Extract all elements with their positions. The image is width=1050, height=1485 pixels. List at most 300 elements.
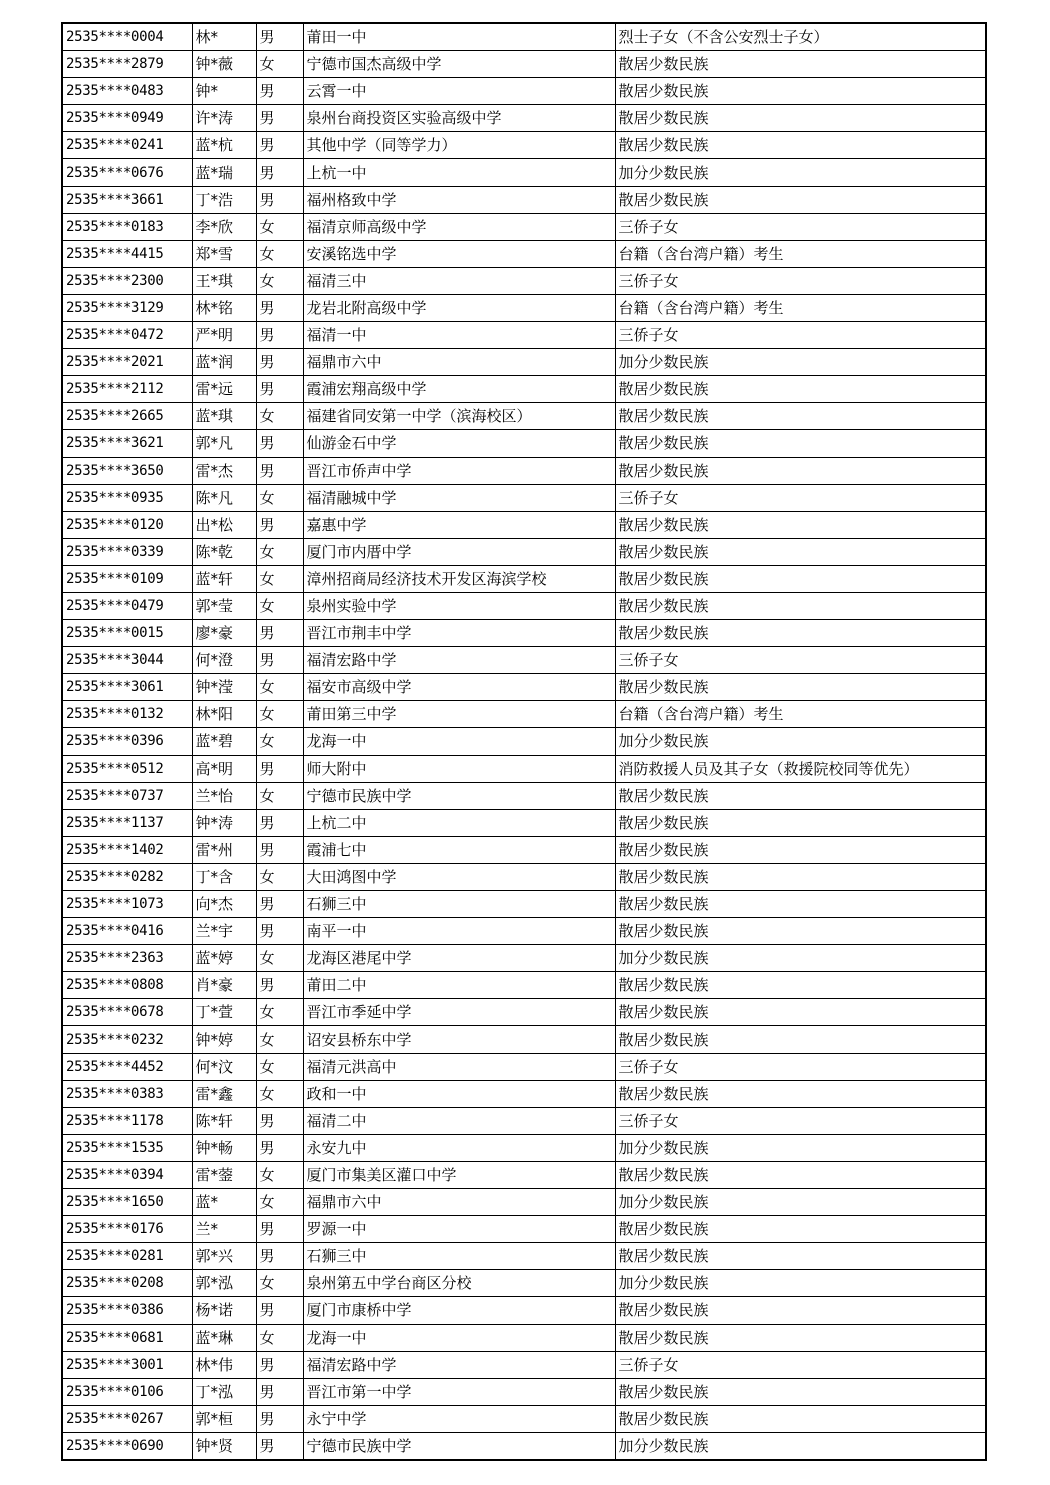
cell-category: 散居少数民族 (615, 1080, 986, 1107)
cell-exam-id: 2535****0120 (62, 511, 192, 538)
cell-category: 烈士子女（不含公安烈士子女） (615, 23, 986, 51)
cell-category: 三侨子女 (615, 1107, 986, 1134)
cell-category: 三侨子女 (615, 647, 986, 674)
cell-category: 散居少数民族 (615, 1378, 986, 1405)
cell-exam-id: 2535****1073 (62, 891, 192, 918)
cell-exam-id: 2535****1535 (62, 1134, 192, 1161)
cell-exam-id: 2535****0483 (62, 78, 192, 105)
cell-exam-id: 2535****0386 (62, 1297, 192, 1324)
cell-category: 三侨子女 (615, 1053, 986, 1080)
table-row (62, 159, 986, 186)
cell-exam-id: 2535****3129 (62, 294, 192, 321)
cell-school: 政和一中 (303, 1080, 615, 1107)
cell-exam-id: 2535****3044 (62, 647, 192, 674)
cell-school: 师大附中 (303, 755, 615, 782)
cell-name: 雷*蓥 (192, 1161, 256, 1188)
table-row (62, 1161, 986, 1188)
cell-name: 钟*贤 (192, 1432, 256, 1460)
table-row (62, 1216, 986, 1243)
table-row (62, 728, 986, 755)
cell-category: 三侨子女 (615, 484, 986, 511)
cell-category: 加分少数民族 (615, 728, 986, 755)
cell-school: 晋江市第一中学 (303, 1378, 615, 1405)
cell-category: 三侨子女 (615, 267, 986, 294)
cell-name: 蓝*瑞 (192, 159, 256, 186)
cell-category: 散居少数民族 (615, 1405, 986, 1432)
cell-category: 散居少数民族 (615, 620, 986, 647)
table-row (62, 349, 986, 376)
cell-category: 散居少数民族 (615, 376, 986, 403)
cell-category: 三侨子女 (615, 213, 986, 240)
cell-name: 蓝*碧 (192, 728, 256, 755)
cell-gender: 男 (256, 1297, 303, 1324)
cell-school: 其他中学（同等学力） (303, 132, 615, 159)
cell-category: 加分少数民族 (615, 349, 986, 376)
cell-category: 台籍（含台湾户籍）考生 (615, 294, 986, 321)
table-row (62, 592, 986, 619)
cell-name: 郭*兴 (192, 1243, 256, 1270)
cell-category: 散居少数民族 (615, 430, 986, 457)
cell-exam-id: 2535****2021 (62, 349, 192, 376)
cell-school: 厦门市内厝中学 (303, 538, 615, 565)
cell-gender: 女 (256, 565, 303, 592)
cell-school: 宁德市民族中学 (303, 782, 615, 809)
cell-gender: 女 (256, 728, 303, 755)
cell-school: 石狮三中 (303, 891, 615, 918)
cell-category: 散居少数民族 (615, 972, 986, 999)
cell-category: 散居少数民族 (615, 999, 986, 1026)
table-row (62, 538, 986, 565)
cell-gender: 男 (256, 322, 303, 349)
cell-gender: 女 (256, 1026, 303, 1053)
cell-name: 向*杰 (192, 891, 256, 918)
cell-name: 郑*雪 (192, 240, 256, 267)
cell-school: 安溪铭选中学 (303, 240, 615, 267)
cell-gender: 男 (256, 349, 303, 376)
cell-category: 台籍（含台湾户籍）考生 (615, 701, 986, 728)
table-row (62, 1351, 986, 1378)
cell-category: 散居少数民族 (615, 809, 986, 836)
table-row (62, 267, 986, 294)
cell-gender: 男 (256, 891, 303, 918)
table-row (62, 51, 986, 78)
cell-gender: 男 (256, 755, 303, 782)
cell-name: 蓝*婷 (192, 945, 256, 972)
cell-gender: 女 (256, 213, 303, 240)
cell-category: 台籍（含台湾户籍）考生 (615, 240, 986, 267)
cell-school: 泉州第五中学台商区分校 (303, 1270, 615, 1297)
cell-name: 何*澄 (192, 647, 256, 674)
cell-gender: 女 (256, 863, 303, 890)
cell-name: 出*松 (192, 511, 256, 538)
cell-exam-id: 2535****3661 (62, 186, 192, 213)
cell-gender: 女 (256, 538, 303, 565)
cell-school: 永安九中 (303, 1134, 615, 1161)
cell-gender: 女 (256, 484, 303, 511)
cell-school: 石狮三中 (303, 1243, 615, 1270)
cell-category: 散居少数民族 (615, 51, 986, 78)
cell-school: 福清一中 (303, 322, 615, 349)
cell-exam-id: 2535****2665 (62, 403, 192, 430)
cell-category: 散居少数民族 (615, 782, 986, 809)
cell-name: 蓝* (192, 1189, 256, 1216)
table-row (62, 1432, 986, 1460)
cell-name: 严*明 (192, 322, 256, 349)
table-row (62, 1107, 986, 1134)
cell-gender: 女 (256, 1324, 303, 1351)
cell-exam-id: 2535****0681 (62, 1324, 192, 1351)
cell-gender: 男 (256, 457, 303, 484)
cell-name: 李*欣 (192, 213, 256, 240)
cell-exam-id: 2535****0132 (62, 701, 192, 728)
cell-school: 上杭二中 (303, 809, 615, 836)
table-row (62, 1378, 986, 1405)
table-row (62, 891, 986, 918)
cell-name: 肖*豪 (192, 972, 256, 999)
cell-exam-id: 2535****0281 (62, 1243, 192, 1270)
cell-school: 仙游金石中学 (303, 430, 615, 457)
cell-exam-id: 2535****0282 (62, 863, 192, 890)
cell-gender: 男 (256, 511, 303, 538)
cell-category: 散居少数民族 (615, 511, 986, 538)
table-row (62, 836, 986, 863)
cell-gender: 男 (256, 105, 303, 132)
cell-category: 散居少数民族 (615, 674, 986, 701)
cell-school: 福清融城中学 (303, 484, 615, 511)
cell-exam-id: 2535****0690 (62, 1432, 192, 1460)
cell-name: 丁*含 (192, 863, 256, 890)
table-row (62, 78, 986, 105)
cell-school: 上杭一中 (303, 159, 615, 186)
cell-school: 罗源一中 (303, 1216, 615, 1243)
candidate-table (61, 22, 987, 1461)
cell-name: 钟*畅 (192, 1134, 256, 1161)
cell-school: 晋江市侨声中学 (303, 457, 615, 484)
cell-category: 三侨子女 (615, 322, 986, 349)
cell-exam-id: 2535****2112 (62, 376, 192, 403)
cell-gender: 男 (256, 1107, 303, 1134)
cell-exam-id: 2535****0176 (62, 1216, 192, 1243)
cell-name: 钟*薇 (192, 51, 256, 78)
cell-exam-id: 2535****1650 (62, 1189, 192, 1216)
cell-gender: 男 (256, 1243, 303, 1270)
cell-gender: 女 (256, 592, 303, 619)
cell-exam-id: 2535****1402 (62, 836, 192, 863)
cell-exam-id: 2535****0472 (62, 322, 192, 349)
cell-school: 漳州招商局经济技术开发区海滨学校 (303, 565, 615, 592)
cell-gender: 女 (256, 1189, 303, 1216)
cell-school: 龙海一中 (303, 1324, 615, 1351)
table-row (62, 1026, 986, 1053)
cell-exam-id: 2535****0383 (62, 1080, 192, 1107)
table-row (62, 674, 986, 701)
cell-name: 兰*宇 (192, 918, 256, 945)
cell-exam-id: 2535****0232 (62, 1026, 192, 1053)
cell-category: 散居少数民族 (615, 1216, 986, 1243)
cell-school: 南平一中 (303, 918, 615, 945)
cell-name: 郭*桓 (192, 1405, 256, 1432)
cell-name: 丁*萱 (192, 999, 256, 1026)
cell-exam-id: 2535****0394 (62, 1161, 192, 1188)
cell-school: 莆田第三中学 (303, 701, 615, 728)
cell-name: 兰* (192, 1216, 256, 1243)
table-row (62, 1324, 986, 1351)
cell-school: 霞浦七中 (303, 836, 615, 863)
cell-name: 钟* (192, 78, 256, 105)
cell-name: 许*涛 (192, 105, 256, 132)
table-row (62, 945, 986, 972)
cell-gender: 男 (256, 186, 303, 213)
cell-school: 福清宏路中学 (303, 1351, 615, 1378)
cell-category: 加分少数民族 (615, 1432, 986, 1460)
cell-exam-id: 2535****0949 (62, 105, 192, 132)
cell-gender: 男 (256, 1405, 303, 1432)
table-row (62, 1297, 986, 1324)
cell-school: 莆田二中 (303, 972, 615, 999)
cell-school: 福清宏路中学 (303, 647, 615, 674)
cell-category: 散居少数民族 (615, 538, 986, 565)
cell-category: 散居少数民族 (615, 457, 986, 484)
cell-gender: 男 (256, 836, 303, 863)
table-row (62, 647, 986, 674)
cell-school: 福清京师高级中学 (303, 213, 615, 240)
table-row (62, 1080, 986, 1107)
cell-category: 散居少数民族 (615, 863, 986, 890)
cell-category: 三侨子女 (615, 1351, 986, 1378)
cell-school: 福安市高级中学 (303, 674, 615, 701)
cell-exam-id: 2535****0004 (62, 23, 192, 51)
cell-school: 晋江市荆丰中学 (303, 620, 615, 647)
cell-name: 郭*凡 (192, 430, 256, 457)
cell-school: 福鼎市六中 (303, 1189, 615, 1216)
cell-name: 高*明 (192, 755, 256, 782)
cell-category: 加分少数民族 (615, 1270, 986, 1297)
cell-name: 杨*诺 (192, 1297, 256, 1324)
cell-gender: 女 (256, 782, 303, 809)
cell-gender: 女 (256, 1270, 303, 1297)
table-row (62, 809, 986, 836)
cell-gender: 男 (256, 918, 303, 945)
cell-gender: 男 (256, 376, 303, 403)
cell-exam-id: 2535****0109 (62, 565, 192, 592)
table-row (62, 240, 986, 267)
table-row (62, 186, 986, 213)
cell-school: 福清二中 (303, 1107, 615, 1134)
table-row (62, 701, 986, 728)
table-row (62, 565, 986, 592)
table-row (62, 1134, 986, 1161)
table-row (62, 972, 986, 999)
cell-name: 钟*滢 (192, 674, 256, 701)
cell-exam-id: 2535****0183 (62, 213, 192, 240)
table-row (62, 294, 986, 321)
table-row (62, 1405, 986, 1432)
cell-exam-id: 2535****1137 (62, 809, 192, 836)
cell-exam-id: 2535****3061 (62, 674, 192, 701)
cell-category: 散居少数民族 (615, 186, 986, 213)
cell-category: 散居少数民族 (615, 592, 986, 619)
cell-school: 福鼎市六中 (303, 349, 615, 376)
cell-gender: 男 (256, 1134, 303, 1161)
cell-category: 加分少数民族 (615, 159, 986, 186)
cell-name: 郭*莹 (192, 592, 256, 619)
cell-name: 雷*鑫 (192, 1080, 256, 1107)
cell-school: 龙岩北附高级中学 (303, 294, 615, 321)
cell-gender: 男 (256, 1378, 303, 1405)
table-row (62, 322, 986, 349)
cell-name: 钟*涛 (192, 809, 256, 836)
cell-category: 散居少数民族 (615, 78, 986, 105)
cell-name: 雷*远 (192, 376, 256, 403)
cell-school: 龙海区港尾中学 (303, 945, 615, 972)
table-row (62, 1270, 986, 1297)
table-row (62, 430, 986, 457)
cell-name: 蓝*琪 (192, 403, 256, 430)
cell-school: 大田鸿图中学 (303, 863, 615, 890)
cell-exam-id: 2535****0678 (62, 999, 192, 1026)
cell-category: 散居少数民族 (615, 1026, 986, 1053)
cell-name: 王*琪 (192, 267, 256, 294)
cell-gender: 女 (256, 240, 303, 267)
cell-school: 永宁中学 (303, 1405, 615, 1432)
cell-school: 泉州台商投资区实验高级中学 (303, 105, 615, 132)
cell-name: 蓝*轩 (192, 565, 256, 592)
table-row (62, 376, 986, 403)
cell-name: 蓝*琳 (192, 1324, 256, 1351)
cell-school: 泉州实验中学 (303, 592, 615, 619)
cell-category: 加分少数民族 (615, 1189, 986, 1216)
cell-gender: 男 (256, 1351, 303, 1378)
cell-school: 莆田一中 (303, 23, 615, 51)
table-row (62, 23, 986, 51)
cell-name: 雷*州 (192, 836, 256, 863)
cell-exam-id: 2535****0339 (62, 538, 192, 565)
cell-name: 蓝*润 (192, 349, 256, 376)
cell-exam-id: 2535****0676 (62, 159, 192, 186)
cell-name: 蓝*杭 (192, 132, 256, 159)
cell-category: 散居少数民族 (615, 836, 986, 863)
cell-name: 郭*泓 (192, 1270, 256, 1297)
cell-exam-id: 2535****0737 (62, 782, 192, 809)
cell-school: 宁德市国杰高级中学 (303, 51, 615, 78)
cell-category: 加分少数民族 (615, 945, 986, 972)
table-row (62, 620, 986, 647)
cell-exam-id: 2535****0208 (62, 1270, 192, 1297)
cell-gender: 男 (256, 1216, 303, 1243)
table-row (62, 918, 986, 945)
cell-exam-id: 2535****0396 (62, 728, 192, 755)
cell-category: 散居少数民族 (615, 918, 986, 945)
table-row (62, 132, 986, 159)
cell-exam-id: 2535****4452 (62, 1053, 192, 1080)
cell-exam-id: 2535****2879 (62, 51, 192, 78)
table-row (62, 782, 986, 809)
cell-name: 何*汶 (192, 1053, 256, 1080)
cell-school: 云霄一中 (303, 78, 615, 105)
table-row (62, 403, 986, 430)
cell-gender: 女 (256, 403, 303, 430)
cell-gender: 男 (256, 23, 303, 51)
cell-name: 林*伟 (192, 1351, 256, 1378)
table-row (62, 1243, 986, 1270)
cell-gender: 男 (256, 620, 303, 647)
cell-name: 林* (192, 23, 256, 51)
cell-category: 加分少数民族 (615, 1134, 986, 1161)
cell-school: 福建省同安第一中学（滨海校区） (303, 403, 615, 430)
cell-gender: 男 (256, 972, 303, 999)
cell-gender: 男 (256, 647, 303, 674)
cell-school: 宁德市民族中学 (303, 1432, 615, 1460)
cell-category: 散居少数民族 (615, 1297, 986, 1324)
cell-gender: 男 (256, 132, 303, 159)
cell-gender: 男 (256, 1432, 303, 1460)
table-row (62, 105, 986, 132)
cell-name: 陈*凡 (192, 484, 256, 511)
cell-exam-id: 2535****2300 (62, 267, 192, 294)
cell-gender: 女 (256, 674, 303, 701)
cell-exam-id: 2535****4415 (62, 240, 192, 267)
cell-school: 晋江市季延中学 (303, 999, 615, 1026)
cell-name: 钟*婷 (192, 1026, 256, 1053)
cell-school: 龙海一中 (303, 728, 615, 755)
cell-gender: 男 (256, 809, 303, 836)
cell-gender: 男 (256, 159, 303, 186)
cell-exam-id: 2535****0106 (62, 1378, 192, 1405)
table-row (62, 484, 986, 511)
cell-school: 福清元洪高中 (303, 1053, 615, 1080)
cell-name: 兰*怡 (192, 782, 256, 809)
cell-exam-id: 2535****3001 (62, 1351, 192, 1378)
cell-name: 雷*杰 (192, 457, 256, 484)
cell-name: 林*铭 (192, 294, 256, 321)
cell-exam-id: 2535****0267 (62, 1405, 192, 1432)
cell-category: 散居少数民族 (615, 1161, 986, 1188)
cell-exam-id: 2535****0416 (62, 918, 192, 945)
table-body (62, 23, 986, 1460)
table-row (62, 999, 986, 1026)
cell-gender: 男 (256, 294, 303, 321)
cell-exam-id: 2535****3621 (62, 430, 192, 457)
cell-name: 陈*轩 (192, 1107, 256, 1134)
cell-exam-id: 2535****0479 (62, 592, 192, 619)
cell-gender: 女 (256, 701, 303, 728)
cell-category: 散居少数民族 (615, 132, 986, 159)
cell-gender: 女 (256, 945, 303, 972)
cell-category: 散居少数民族 (615, 1243, 986, 1270)
cell-name: 陈*乾 (192, 538, 256, 565)
cell-gender: 女 (256, 1053, 303, 1080)
cell-gender: 女 (256, 1161, 303, 1188)
cell-category: 散居少数民族 (615, 403, 986, 430)
cell-exam-id: 2535****0241 (62, 132, 192, 159)
cell-gender: 女 (256, 1080, 303, 1107)
cell-gender: 女 (256, 267, 303, 294)
cell-category: 散居少数民族 (615, 1324, 986, 1351)
cell-gender: 男 (256, 78, 303, 105)
table-row (62, 1189, 986, 1216)
cell-category: 散居少数民族 (615, 565, 986, 592)
cell-school: 霞浦宏翔高级中学 (303, 376, 615, 403)
cell-school: 厦门市康桥中学 (303, 1297, 615, 1324)
cell-school: 嘉惠中学 (303, 511, 615, 538)
cell-school: 厦门市集美区灌口中学 (303, 1161, 615, 1188)
cell-school: 福清三中 (303, 267, 615, 294)
cell-category: 散居少数民族 (615, 891, 986, 918)
cell-category: 散居少数民族 (615, 105, 986, 132)
table-row (62, 213, 986, 240)
table-row (62, 1053, 986, 1080)
cell-exam-id: 2535****0808 (62, 972, 192, 999)
